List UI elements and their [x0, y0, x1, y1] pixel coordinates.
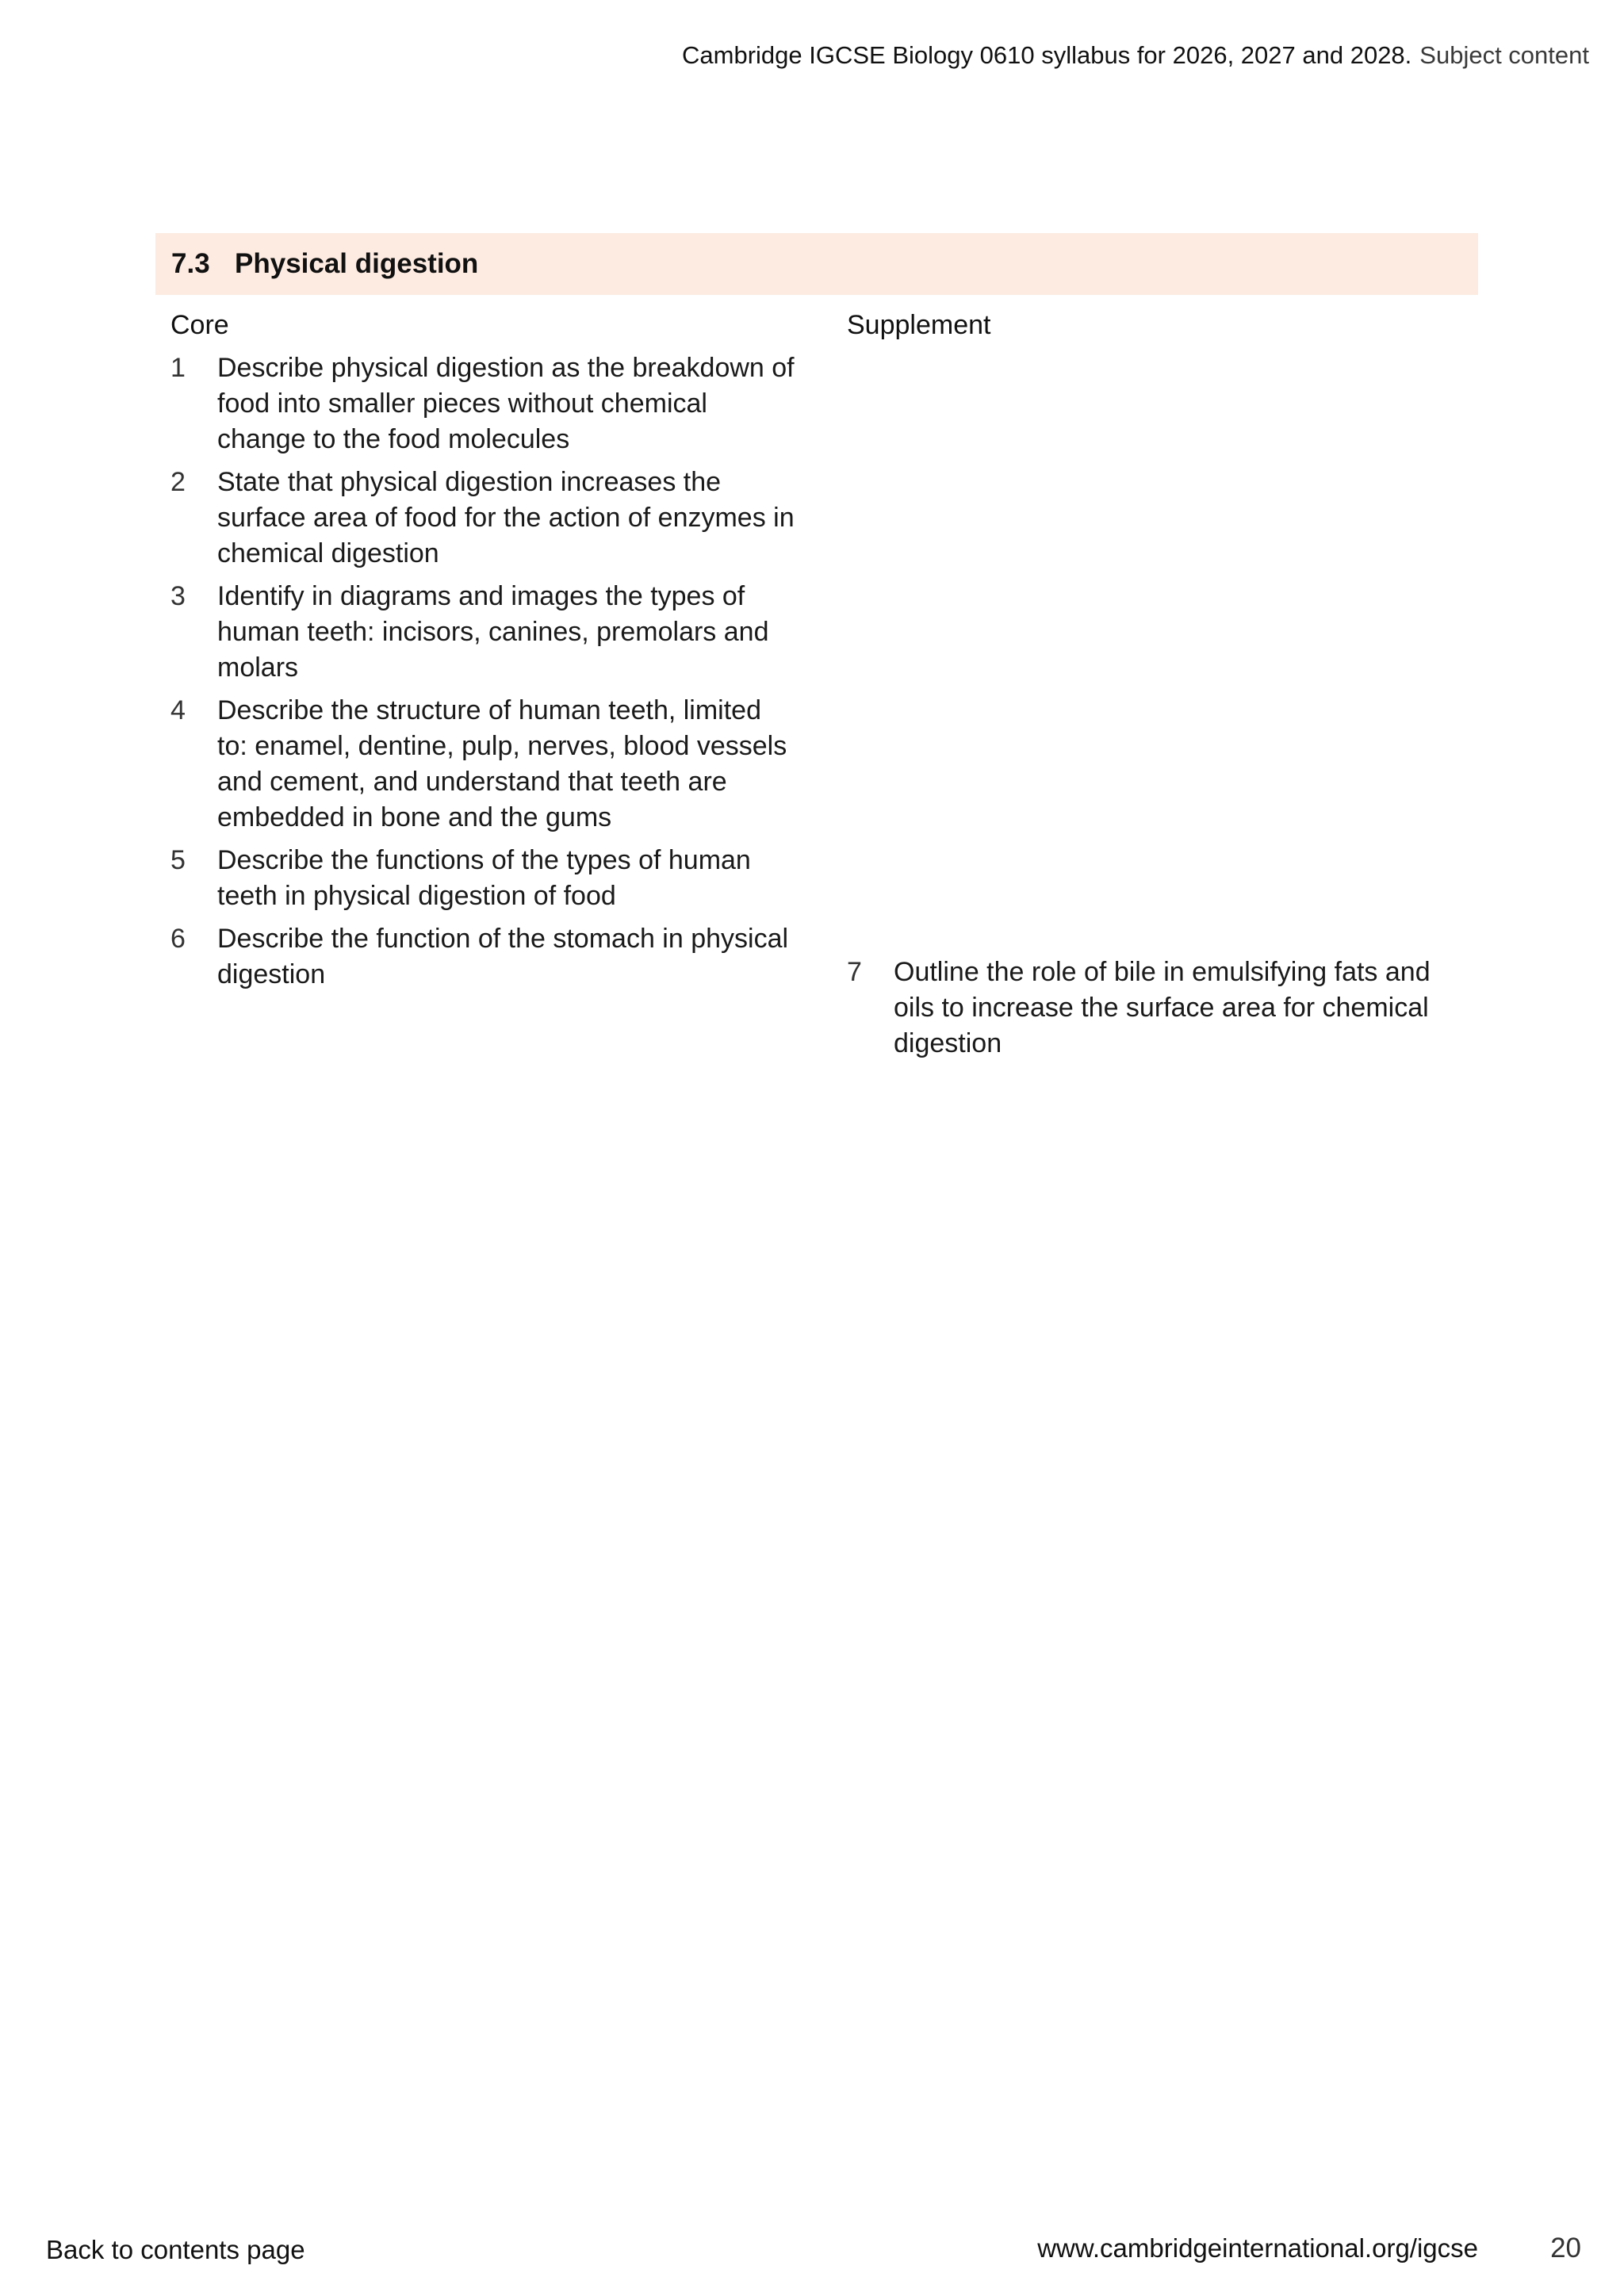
core-heading: Core: [170, 310, 229, 340]
item-number: 7: [847, 957, 862, 987]
running-header: [682, 38, 1589, 73]
section-name: Subject content: [1419, 41, 1589, 69]
item-text: State that physical digestion increases the surface area of food for the action of enzymes in chemical digestion: [217, 467, 795, 568]
item-text: Describe the functions of the types of human teeth in physical digestion of food: [217, 845, 751, 911]
list-item: [170, 693, 797, 836]
list-item: [170, 465, 797, 572]
core-column: [170, 304, 797, 1000]
topic-number: 7.3: [171, 248, 210, 279]
page-number: 20: [1550, 2233, 1581, 2263]
back-to-contents-link[interactable]: Back to contents page: [46, 2235, 305, 2264]
item-number: 2: [170, 467, 186, 497]
document-title: Cambridge IGCSE Biology 0610 syllabus for 2026, 2027 and 2028.: [682, 41, 1412, 69]
list-item: [170, 579, 797, 686]
list-item: [170, 350, 797, 457]
item-number: 4: [170, 695, 186, 725]
item-text: Describe the function of the stomach in physical digestion: [217, 924, 789, 989]
topic-title: Physical digestion: [235, 248, 479, 279]
item-text: Outline the role of bile in emulsifying fats and oils to increase the surface area for chemical digestion: [894, 957, 1431, 1058]
item-number: 1: [170, 353, 186, 383]
item-number: 6: [170, 924, 186, 954]
item-text: Describe the structure of human teeth, limited to: enamel, dentine, pulp, nerves, blood vessels and cement, and understand that teeth are embedded in bone and the gums: [217, 695, 787, 832]
list-item: [847, 955, 1457, 1062]
list-item: [170, 843, 797, 914]
item-text: Identify in diagrams and images the types of human teeth: incisors, canines, premolars and molars: [217, 581, 769, 683]
list-item: [170, 921, 797, 993]
item-text: Describe physical digestion as the breakdown of food into smaller pieces without chemical change to the food molecules: [217, 353, 795, 454]
supplement-column: [847, 304, 1457, 1069]
topic-heading-bar: [155, 233, 1478, 295]
supplement-list: [847, 955, 1457, 1062]
item-number: 5: [170, 845, 186, 875]
website-url[interactable]: www.cambridgeinternational.org/igcse: [1037, 2233, 1478, 2263]
item-number: 3: [170, 581, 186, 611]
supplement-heading: Supplement: [847, 310, 991, 340]
